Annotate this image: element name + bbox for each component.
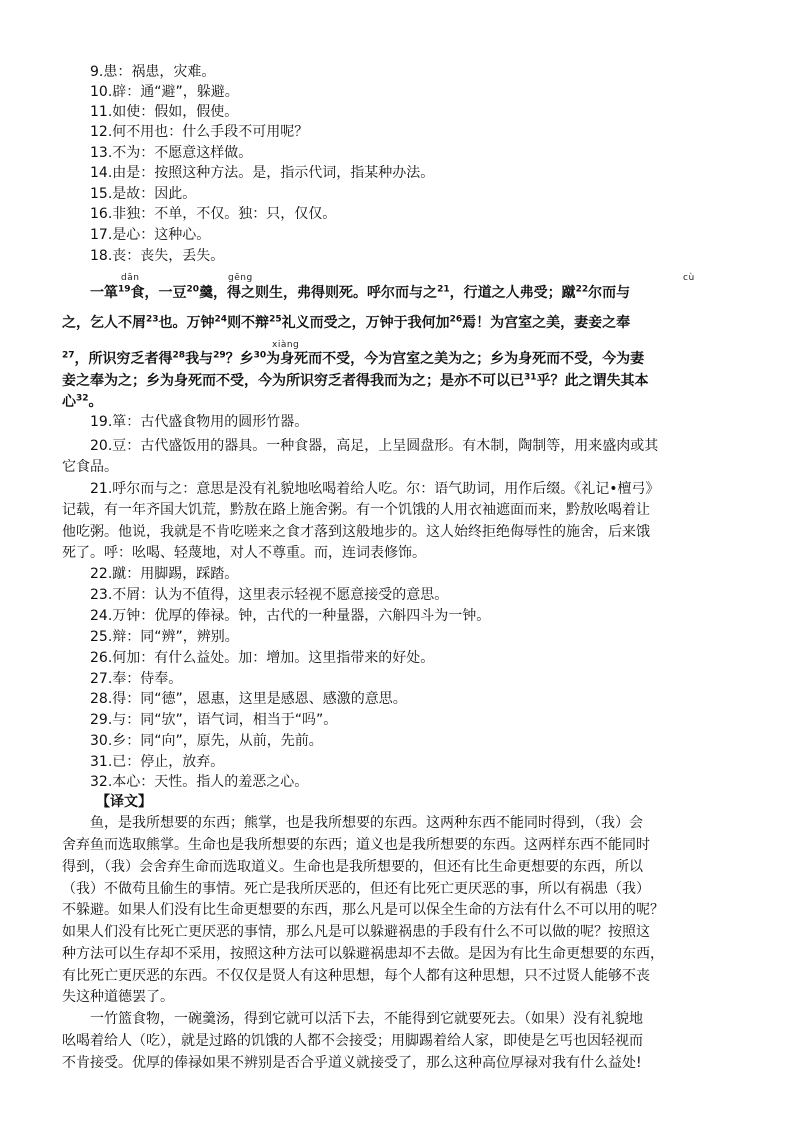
note-line: 记载，有一年齐国大饥荒，黔敖在路上施舍粥。有一个饥饿的人用衣袖遮面而来，黔敖吆喝着让 [62, 502, 650, 518]
original-text-line: 妾之奉为之；乡为身死而不受，今为所识穷乏者得我而为之；是亦不可以已$^{31}$乎？此之谓失其本 [62, 372, 649, 389]
note-line: 它食品。 [62, 459, 118, 475]
translation-line: （我）不做苟且偷生的事情。死亡是我所厌恶的，但还有比死亡更厌恶的事，所以有祸患（我） [62, 881, 650, 897]
note-line: 28.得：同“德”，恩惠，这里是感恩、感激的意思。 [90, 691, 407, 707]
pinyin-annotation: gēng [228, 273, 253, 283]
note-line: 20.豆：古代盛饭用的器具。一种食器，高足，上呈圆盘形。有木制，陶制等，用来盛肉或其 [90, 438, 659, 454]
translation-line: 失这种道德罢了。 [62, 989, 174, 1005]
note-line: 死了。呼：吆喝、轻蔑地，对人不尊重。而，连词表修饰。 [62, 545, 426, 561]
note-line: 16.非独：不单，不仅。独：只，仅仅。 [90, 206, 337, 222]
note-line: 他吃粥。他说，我就是不肯吃嗟来之食才落到这般地步的。这人始终拒绝侮辱性的施舍，后来饿 [62, 524, 650, 540]
original-text-line: 之，乞人不屑$^{23}$也。万钟$^{24}$则不辩$^{25}$礼义而受之，万钟于我何加$^{26}$焉！为宫室之美，妻妾之奉 [62, 314, 631, 331]
translation-line: 舍弃鱼而选取熊掌。生命也是我所想要的东西；道义也是我所想要的东西。这两样东西不能同时 [62, 837, 650, 853]
note-line: 19.箪：古代盛食物用的圆形竹器。 [90, 414, 309, 430]
note-line: 25.辩：同“辨”，辨别。 [90, 629, 239, 645]
section-heading: 【译文】 [96, 794, 152, 810]
note-line: 29.与：同“欤”，语气词，相当于“吗”。 [90, 712, 338, 728]
translation-line: 一竹篮食物，一碗羹汤，得到它就可以活下去，不能得到它就要死去。（如果）没有礼貌地 [90, 1011, 643, 1027]
note-line: 24.万钟：优厚的俸禄。钟，古代的一种量器，六斛四斗为一钟。 [90, 608, 491, 624]
note-line: 15.是故：因此。 [90, 186, 197, 202]
note-line: 21.呼尔而与之：意思是没有礼貌地吆喝着给人吃。尔：语气助词，用作后缀。《礼记•檀弓》 [90, 481, 660, 497]
translation-line: 鱼，是我所想要的东西；熊掌，也是我所想要的东西。这两种东西不能同时得到，（我）会 [90, 815, 643, 831]
note-line: 23.不屑：认为不值得，这里表示轻视不愿意接受的意思。 [90, 587, 449, 603]
note-line: 10.辟：通“避”，躲避。 [90, 84, 239, 100]
pinyin-annotation: xiàng [272, 340, 300, 350]
note-line: 30.乡：同“向”，原先，从前，先前。 [90, 733, 323, 749]
pinyin-annotation: cù [683, 273, 695, 283]
note-line: 22.蹴：用脚踢，踩踏。 [90, 566, 239, 582]
translation-line: 种方法可以生存却不采用，按照这种方法可以躲避祸患却不去做。是因为有比生命更想要的东西， [62, 946, 664, 962]
original-text-line: $^{27}$，所识穷乏者得$^{28}$我与$^{29}$？乡$^{30}$为身死而不受，今为宫室之美为之；乡为身死而不受，今为妻 [62, 350, 645, 367]
note-line: 18.丧：丧失，丢失。 [90, 248, 225, 264]
note-line: 14.由是：按照这种方法。是，指示代词，指某种办法。 [90, 165, 435, 181]
note-line: 31.已：停止，放弃。 [90, 754, 225, 770]
original-text-line: 心$^{32}$。 [62, 393, 103, 410]
translation-line: 不躲避。如果人们没有比生命更想要的东西，那么凡是可以保全生命的方法有什么不可以用的呢？ [62, 902, 664, 918]
translation-line: 不肯接受。优厚的俸禄如果不辨别是否合乎道义就接受了，那么这种高位厚禄对我有什么益处! [62, 1055, 642, 1071]
pinyin-annotation: dān [121, 273, 140, 283]
note-line: 32.本心：天性。指人的羞恶之心。 [90, 774, 309, 790]
note-line: 17.是心：这种心。 [90, 227, 211, 243]
note-line: 12.何不用也：什么手段不可用呢？ [90, 124, 309, 140]
translation-line: 有比死亡更厌恶的东西。不仅仅是贤人有这种思想，每个人都有这种思想，只不过贤人能够不丧 [62, 968, 650, 984]
note-line: 26.何加：有什么益处。加：增加。这里指带来的好处。 [90, 650, 435, 666]
note-line: 27.奉：侍奉。 [90, 671, 183, 687]
original-text-line: 一箪$^{19}$食，一豆$^{20}$羹，得之则生，弗得则死。呼尔而与之$^{21}$，行道之人弗受；蹴$^{22}$尔而与 [90, 284, 631, 301]
translation-line: 吆喝着给人（吃），就是过路的饥饿的人都不会接受；用脚踢着给人家，即使是乞丐也因轻视而 [62, 1033, 643, 1049]
note-line: 11.如使：假如，假使。 [90, 104, 239, 120]
note-line: 9.患：祸患，灾难。 [90, 64, 216, 80]
translation-line: 得到，（我）会舍弃生命而选取道义。生命也是我所想要的，但还有比生命更想要的东西，所以 [62, 859, 643, 875]
translation-line: 如果人们没有比死亡更厌恶的事情，那么凡是可以躲避祸患的手段有什么不可以做的呢？按照这 [62, 924, 650, 940]
note-line: 13.不为：不愿意这样做。 [90, 145, 253, 161]
